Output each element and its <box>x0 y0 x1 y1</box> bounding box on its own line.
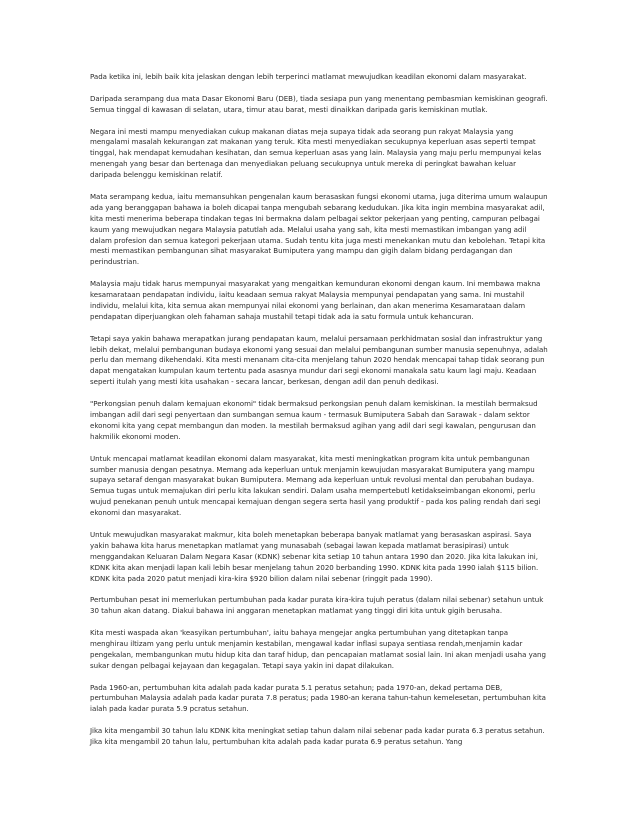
document-body <box>90 72 548 748</box>
paragraph: Malaysia maju tidak harus mempunyai masyarakat yang mengaitkan kemunduran ekonomi dengan kaum. Ini membawa makna kesamarataan pendapatan individu, iaitu keadaan semua rakyat Malaysia mempunyai pendapatan yang sama. Ini mustahil individu, melalui kita, kita semua akan mempunyai nilai ekonomi yang berlainan, dan akan menerima Kesamarataan dalam pendapatan diperjuangkan oleh fahaman sahaja mustahil tetapi tidak ada ia satu formula untuk kehancuran. <box>90 279 541 321</box>
paragraph: Mata serampang kedua, iaitu memansuhkan pengenalan kaum berasaskan fungsi ekonomi utama, juga diterima umum walaupun ada yang beranggapan bahawa ia boleh dicapai tanpa mengubah sebarang kedudukan. Jika kita ingin membina masyarakat adil, kita mesti menerima beberapa tindakan tegas Ini bermakna dalam pelbagai sektor pekerjaan yang penting, campuran pelbagai kaum yang mewujudkan negara Malaysia patutlah ada. Melalui usaha yang sah, kita mesti memastikan imbangan yang adil dalam profesion dan semua kategori pekerjaan utama. Sudah tentu kita juga mesti menekankan mutu dan kebolehan. Tetapi kita mesti memastikan pembangunan sihat masyarakat Bumiputera yang mampu dan gigih dalam bidang perdagangan dan perindustrian. <box>90 191 548 267</box>
paragraph: Jika kita mengambil 30 tahun lalu KDNK kita meningkat setiap tahun dalam nilai sebenar pada kadar purata 6.3 peratus setahun. Jika kita mengambil 20 tahun lalu, pertumbuhan kita adalah pada kadar purata 6.9 peratus setahun. Yang <box>90 726 545 747</box>
paragraph: Tetapi saya yakin bahawa merapatkan jurang pendapatan kaum, melalui persamaan perkhidmatan sosial dan infrastruktur yang lebih dekat, melalui pembangunan budaya ekonomi yang sesuai dan melalui pembangunan sumber manusia sepenuhnya, adalah perlu dan memang dikehendaki. Kita mesti menanam cita-cita menjelang tahun 2020 hendak mencapai tahap tidak seorang pun dapat mengatakan kumpulan kaum tertentu pada asasnya mundur dari segi ekonomi manakala satu kaum lagi maju. Keadaan seperti itulah yang mesti kita usahakan - secara lancar, berkesan, dengan adil dan penuh dedikasi. <box>90 333 548 387</box>
paragraph: Pada 1960-an, pertumbuhan kita adalah pada kadar purata 5.1 peratus setahun; pada 1970-an, dekad pertama DEB, pertumbuhan Malaysia adalah pada kadar purata 7.8 peratus; pada 1980-an kerana tahun-tahun kemelesetan, pertumbuhan kita ialah pada kadar purata 5.9 pcratus setahun. <box>90 682 546 714</box>
paragraph: Daripada serampang dua mata Dasar Ekonomi Baru (DEB), tiada sesiapa pun yang menentang pembasmian kemiskinan geografi. Semua tinggal di kawasan di selatan, utara, timur atau barat, mesti dinaikkan daripada garis kemiskinan mutlak. <box>90 93 548 114</box>
paragraph: Untuk mencapai matlamat keadilan ekonomi dalam masyarakat, kita mesti meningkatkan program kita untuk pembangunan sumber manusia dengan pesatnya. Memang ada keperluan untuk menjamin kewujudan masyarakat Bumiputera yang mampu supaya setaraf dengan masyarakat bukan Bumiputera. Memang ada keperluan untuk revolusi mental dan perubahan budaya. Semua tugas untuk memajukan diri perlu kita lakukan sendiri. Dalam usaha mempertebutl ketidakseimbangan ekonomi, perlu wujud penekanan penuh untuk mencapai kemajuan dengan segera serta hasil yang produktif - pada kos paling rendah dari segi ekonomi dan masyarakat. <box>90 453 541 518</box>
paragraph: Pertumbuhan pesat ini memerlukan pertumbuhan pada kadar purata kira-kira tujuh peratus (dalam nilai sebenar) setahun untuk 30 tahun akan datang. Diakui bahawa ini anggaran menetapkan matlamat yang tinggi diri kita untuk gigih berusaha. <box>90 595 544 616</box>
paragraph: Pada ketika ini, lebih baik kita jelaskan dengan lebih terperinci matlamat mewujudkan keadilan ekonomi dalam masyarakat. <box>90 72 527 81</box>
paragraph: Negara ini mesti mampu menyediakan cukup makanan diatas meja supaya tidak ada seorang pun rakyat Malaysia yang mengalami masalah kekurangan zat makanan yang teruk. Kita mesti menyediakan secukupnya keperluan asas seperti tempat tinggal, hak mendapat kemudahan kesihatan, dan semua keperluan asas yang lain. Malaysia yang maju perlu mempunyai kelas menengah yang besar dan bertenaga dan menyediakan peluang secukupnya untuk mereka di peringkat bawahan keluar daripada belenggu kemiskinan relatif. <box>90 126 542 180</box>
paragraph: Untuk mewujudkan masyarakat makmur, kita boleh menetapkan beberapa banyak matlamat yang berasaskan aspirasi. Saya yakin bahawa kita harus menetapkan matlamat yang munasabah (sebagai lawan kepada matlamat berasipirasi) untuk menggandakan Keluaran Dalam Negara Kasar (KDNK) sebenar kita setiap 10 tahun antara 1990 dan 2020. Jika kita lakukan ini, KDNK kita akan menjadi lapan kali lebih besar menjelang tahun 2020 berbanding 1990. KDNK kita pada 1990 ialah $115 bilion. KDNK kita pada 2020 patut menjadi kira-kira $920 bilion dalam nilai sebenar (ringgit pada 1990). <box>90 529 539 583</box>
paragraph: "Perkongsian penuh dalam kemajuan ekonomi" tidak bermaksud perkongsian penuh dalam kemiskinan. Ia mestilah bermaksud imbangan adil dari segi penyertaan dan sumbangan semua kaum - termasuk Bumiputera Sabah dan Sarawak - dalam sektor ekonomi kita yang cepat membangun dan moden. Ia mestilah bermaksud agihan yang adil dari segi kawalan, pengurusan dan hakmilik ekonomi moden. <box>90 399 538 441</box>
paragraph: Kita mesti waspada akan 'keasyikan pertumbuhan', iaitu bahaya mengejar angka pertumbuhan yang ditetapkan tanpa menghirau iltizam yang perlu untuk menjamin kestabilan, mengawal kadar inflasi supaya sentiasa rendah,menjamin kadar pengekalan, membangunkan mutu hidup kita dan taraf hidup, dan pencapaian matlamat sosial lain. Ini akan menjadi usaha yang sukar dengan pelbagai kejayaan dan kegagalan. Tetapi saya yakin ini dapat dilakukan. <box>90 628 546 670</box>
